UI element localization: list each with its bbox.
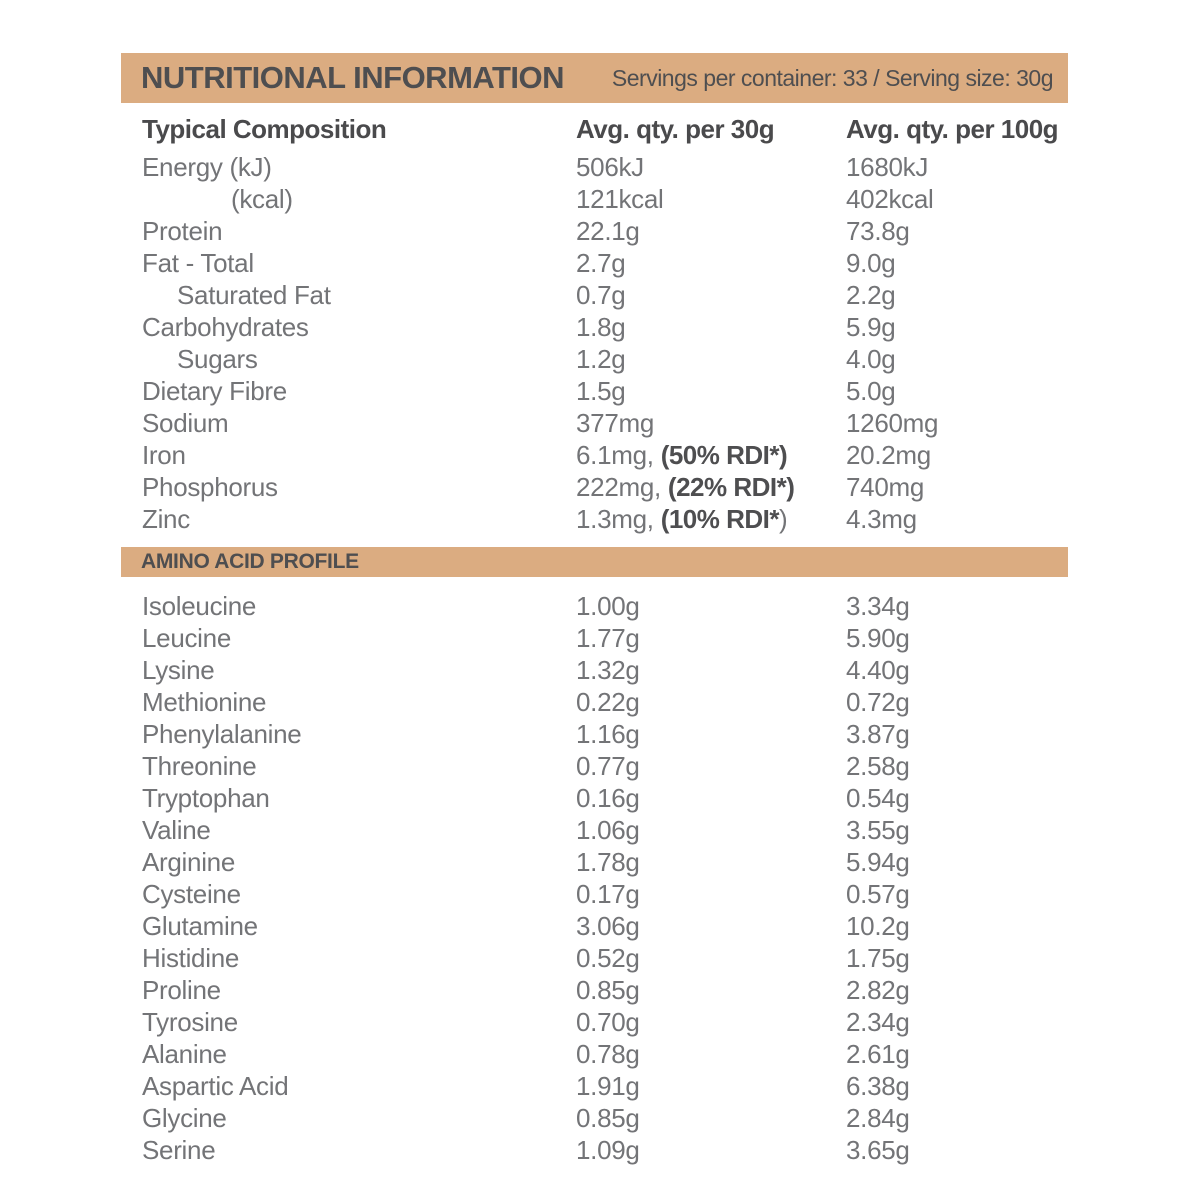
value-text: 1.5g [576, 376, 626, 406]
amino-acid-label: Arginine [142, 847, 235, 877]
nutrient-label: Energy (kJ) [142, 152, 272, 182]
value-per-30g: 0.85g [576, 1103, 640, 1133]
servings-info: Servings per container: 33 / Serving size: 30g [611, 64, 1053, 91]
value-per-100g: 740mg [846, 472, 924, 502]
value-per-100g: 1260mg [846, 408, 939, 438]
amino-acid-label: Serine [142, 1135, 216, 1165]
value-text: 2.7g [576, 248, 626, 278]
rdi-value: (50% RDI*) [660, 440, 788, 470]
value-per-100g: 0.54g [846, 783, 910, 813]
table-row [121, 1102, 1068, 1134]
table-row [121, 151, 1068, 183]
value-per-100g: 4.0g [846, 344, 896, 374]
nutrition-panel [121, 53, 1068, 1166]
value-per-30g: 1.16g [576, 719, 640, 749]
value-per-30g: 1.06g [576, 815, 640, 845]
amino-acid-title: AMINO ACID PROFILE [141, 550, 359, 573]
value-per-30g: 1.77g [576, 623, 640, 653]
value-per-30g: 0.52g [576, 943, 640, 973]
nutrient-label: Sodium [142, 408, 229, 438]
table-row [121, 375, 1068, 407]
amino-acid-label: Leucine [142, 623, 231, 653]
amino-acid-label: Lysine [142, 655, 215, 685]
value-per-100g: 73.8g [846, 216, 910, 246]
composition-table-body [121, 151, 1068, 535]
value-per-30g: 0.70g [576, 1007, 640, 1037]
amino-acid-label: Glutamine [142, 911, 258, 941]
value-per-30g [576, 471, 846, 503]
value-per-30g: 1.32g [576, 655, 640, 685]
value-per-30g [576, 311, 846, 343]
table-row [121, 247, 1068, 279]
table-row [121, 654, 1068, 686]
value-text: 6.1mg, [576, 440, 654, 470]
amino-acid-label: Valine [142, 815, 211, 845]
nutrient-label: Phosphorus [142, 472, 278, 502]
amino-acid-label: Histidine [142, 943, 240, 973]
value-per-100g: 2.58g [846, 751, 910, 781]
value-per-30g [576, 407, 846, 439]
value-per-30g: 0.78g [576, 1039, 640, 1069]
column-header-per30: Avg. qty. per 30g [576, 114, 775, 144]
table-row [121, 1038, 1068, 1070]
value-per-100g: 2.61g [846, 1039, 910, 1069]
value-text: 1.8g [576, 312, 626, 342]
value-per-30g [576, 151, 846, 183]
table-row [121, 311, 1068, 343]
table-row [121, 439, 1068, 471]
nutrient-label: Saturated Fat [177, 280, 331, 310]
nutrient-label: Sugars [177, 344, 258, 374]
amino-table-body [121, 590, 1068, 1166]
value-per-100g: 3.87g [846, 719, 910, 749]
nutrient-label: Zinc [142, 504, 190, 534]
amino-acid-label: Phenylalanine [142, 719, 302, 749]
value-per-30g [576, 215, 846, 247]
table-row [121, 215, 1068, 247]
table-row [121, 974, 1068, 1006]
value-per-30g [576, 375, 846, 407]
value-per-30g [576, 183, 846, 215]
table-row [121, 910, 1068, 942]
value-per-100g: 3.55g [846, 815, 910, 845]
table-row [121, 750, 1068, 782]
value-per-30g [576, 439, 846, 471]
value-per-100g: 0.57g [846, 879, 910, 909]
table-row [121, 279, 1068, 311]
value-per-30g: 3.06g [576, 911, 640, 941]
value-text: 121kcal [576, 184, 664, 214]
value-per-100g: 1.75g [846, 943, 910, 973]
value-per-100g: 5.94g [846, 847, 910, 877]
amino-acid-label: Proline [142, 975, 221, 1005]
table-row [121, 846, 1068, 878]
amino-acid-label: Aspartic Acid [142, 1071, 289, 1101]
value-per-100g: 2.2g [846, 280, 896, 310]
table-row [121, 782, 1068, 814]
nutrient-label: Fat - Total [142, 248, 254, 278]
value-per-30g: 0.22g [576, 687, 640, 717]
value-text: 0.7g [576, 280, 626, 310]
table-row [121, 718, 1068, 750]
column-header-label: Typical Composition [142, 114, 387, 144]
table-row [121, 590, 1068, 622]
table-row [121, 471, 1068, 503]
value-per-30g [576, 279, 846, 311]
value-per-100g: 5.9g [846, 312, 896, 342]
amino-acid-label: Glycine [142, 1103, 227, 1133]
value-text: 1.2g [576, 344, 626, 374]
table-row [121, 622, 1068, 654]
value-text: 1.3mg, [576, 504, 654, 534]
value-per-100g: 9.0g [846, 248, 896, 278]
rdi-close: ) [779, 504, 788, 534]
value-per-30g: 1.00g [576, 591, 640, 621]
amino-acid-label: Methionine [142, 687, 267, 717]
value-per-100g: 2.84g [846, 1103, 910, 1133]
column-header-row [121, 112, 1068, 146]
value-per-30g: 0.77g [576, 751, 640, 781]
table-row [121, 407, 1068, 439]
nutrient-label: Carbohydrates [142, 312, 309, 342]
table-row [121, 183, 1068, 215]
value-per-100g: 5.90g [846, 623, 910, 653]
value-per-30g [576, 503, 846, 535]
nutrient-label: Iron [142, 440, 186, 470]
value-per-100g: 4.40g [846, 655, 910, 685]
value-per-100g: 10.2g [846, 911, 910, 941]
table-row [121, 1006, 1068, 1038]
rdi-value: (22% RDI*) [667, 472, 795, 502]
value-per-30g [576, 343, 846, 375]
value-per-100g: 2.82g [846, 975, 910, 1005]
value-text: 506kJ [576, 152, 644, 182]
value-per-30g: 1.78g [576, 847, 640, 877]
value-per-100g: 2.34g [846, 1007, 910, 1037]
value-per-100g: 3.65g [846, 1135, 910, 1165]
value-per-100g: 4.3mg [846, 504, 917, 534]
table-row [121, 1134, 1068, 1166]
table-row [121, 878, 1068, 910]
nutrient-label: Dietary Fibre [142, 376, 287, 406]
value-per-100g: 3.34g [846, 591, 910, 621]
rdi-value: (10% RDI* [660, 504, 780, 534]
table-row [121, 503, 1068, 535]
value-per-30g: 1.09g [576, 1135, 640, 1165]
value-per-100g: 20.2mg [846, 440, 931, 470]
nutrient-label: (kcal) [231, 184, 293, 214]
page-title: NUTRITIONAL INFORMATION [141, 60, 565, 95]
value-per-30g [576, 247, 846, 279]
amino-acid-band [121, 547, 1068, 577]
amino-acid-label: Alanine [142, 1039, 227, 1069]
table-row [121, 686, 1068, 718]
amino-acid-label: Cysteine [142, 879, 241, 909]
value-per-30g: 1.91g [576, 1071, 640, 1101]
amino-acid-label: Tyrosine [142, 1007, 238, 1037]
value-per-30g: 0.85g [576, 975, 640, 1005]
table-row [121, 1070, 1068, 1102]
value-text: 222mg, [576, 472, 661, 502]
value-text: 377mg [576, 408, 654, 438]
value-per-100g: 1680kJ [846, 152, 929, 182]
value-text: 22.1g [576, 216, 640, 246]
table-row [121, 814, 1068, 846]
value-per-100g: 402kcal [846, 184, 934, 214]
amino-acid-label: Tryptophan [142, 783, 270, 813]
title-band [121, 53, 1068, 103]
table-row [121, 942, 1068, 974]
table-row [121, 343, 1068, 375]
nutrient-label: Protein [142, 216, 223, 246]
value-per-100g: 6.38g [846, 1071, 910, 1101]
value-per-30g: 0.17g [576, 879, 640, 909]
value-per-100g: 5.0g [846, 376, 896, 406]
amino-acid-label: Threonine [142, 751, 257, 781]
value-per-100g: 0.72g [846, 687, 910, 717]
amino-acid-label: Isoleucine [142, 591, 257, 621]
value-per-30g: 0.16g [576, 783, 640, 813]
column-header-per100: Avg. qty. per 100g [846, 114, 1059, 144]
